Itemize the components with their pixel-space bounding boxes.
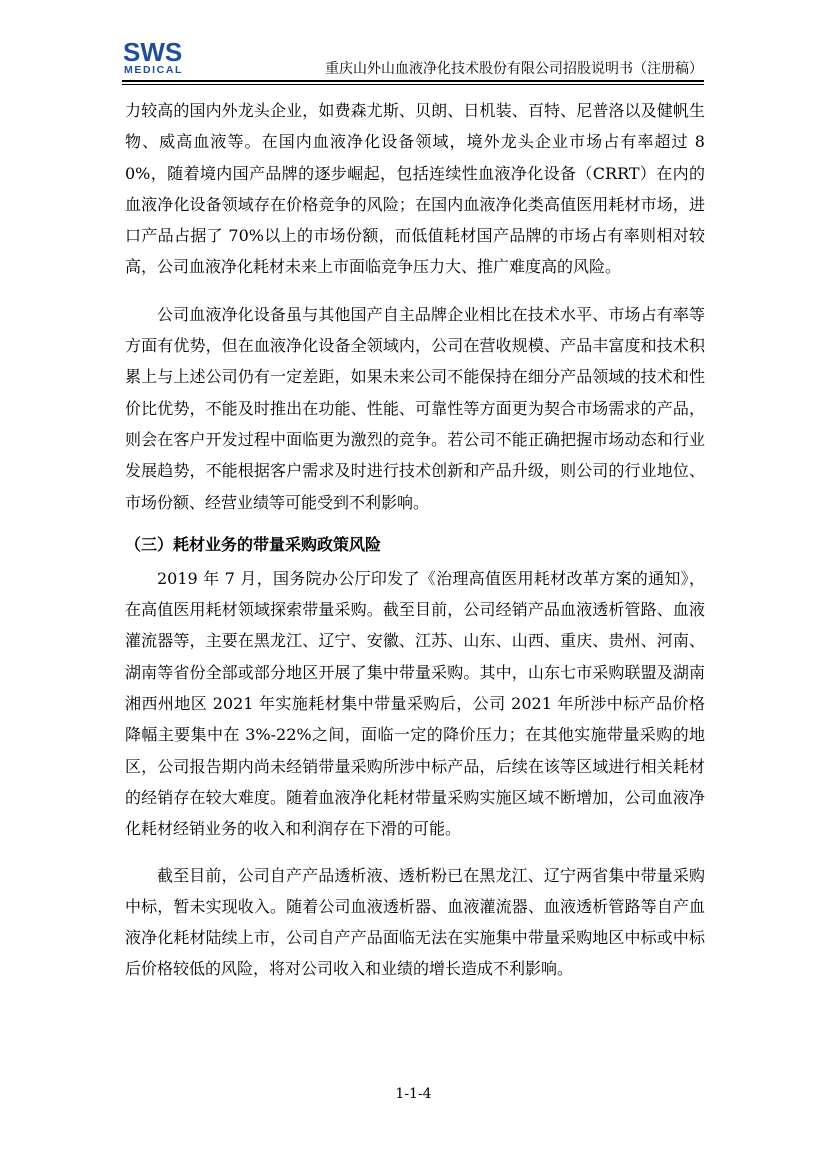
page-body: [125, 95, 705, 1000]
logo-medical-text: MEDICAL: [124, 64, 184, 76]
document-title: 重庆山外山血液净化技术股份有限公司招股说明书（注册稿）: [325, 61, 703, 77]
page-number: 1-1-4: [395, 1086, 432, 1102]
paragraph-equipment-competition: 公司血液净化设备虽与其他国产自主品牌企业相比在技术水平、市场占有率等方面有优势，但在血液净化设备全领域内，公司在营收规模、产品丰富度和技术积累上与上述公司仍有一定差距，如果未来公司不能保持在细分产品领域的技术和性价比优势，不能及时推出在功能、性能、可靠性等方面更为契合市场需求的产品，则会在客户开发过程中面临更为激烈的竞争。若公司不能正确把握市场动态和行业发展趋势，不能根据客户需求及时进行技术创新和产品升级，则公司的行业地位、市场份额、经营业绩等可能受到不利影响。: [125, 304, 705, 512]
company-logo: [123, 37, 193, 77]
header-rule-thick: [122, 80, 704, 82]
section-heading: （三）耗材业务的带量采购政策风险: [125, 534, 382, 554]
paragraph-volume-procurement: 2019 年 7 月，国务院办公厅印发了《治理高值医用耗材改革方案的通知》，在高值医用耗材领域探索带量采购。截至目前，公司经销产品血液透析管路、血液灌流器等，主要在黑龙江、辽宁、安徽、江苏、山东、山西、重庆、贵州、河南、湖南等省份全部或部分地区开展了集中带量采购。其中，山东七市采购联盟及湖南湘西州地区 2021 年实施耗材集中带量采购后，公司 2021 年所涉中标产品价格降幅主要集中在 3%-22%之间，面临一定的降价压力；在其他实施带量采购的地区，公司报告期内尚未经销带量采购所涉中标产品，后续在该等区域进行相关耗材的经销存在较大难度。随着血液净化耗材带量采购实施区域不断增加，公司血液净化耗材经销业务的收入和利润存在下滑的可能。: [125, 568, 705, 839]
header-rule-thin: [122, 84, 704, 85]
paragraph-continued: 力较高的国内外龙头企业，如费森尤斯、贝朗、日机装、百特、尼普洛以及健帆生物、威高血液等。在国内血液净化设备领域，境外龙头企业市场占有率超过 80%，随着境内国产品牌的逐步崛起，包括连续性血液净化设备（CRRT）在内的血液净化设备领域存在价格竞争的风险；在国内血液净化类高值医用耗材市场，进口产品占据了 70%以上的市场份额，而低值耗材国产品牌的市场占有率则相对较高，公司血液净化耗材未来上市面临竞争压力大、推广难度高的风险。: [125, 101, 705, 277]
logo-sws-text: SWS: [123, 37, 183, 67]
page-header: [0, 0, 827, 90]
paragraph-own-products: 截至目前，公司自产产品透析液、透析粉已在黑龙江、辽宁两省集中带量采购中标，暂未实现收入。随着公司血液透析器、血液灌流器、血液透析管路等自产血液净化耗材陆续上市，公司自产产品面临无法在实施集中带量采购地区中标或中标后价格较低的风险，将对公司收入和业绩的增长造成不利影响。: [125, 865, 705, 979]
